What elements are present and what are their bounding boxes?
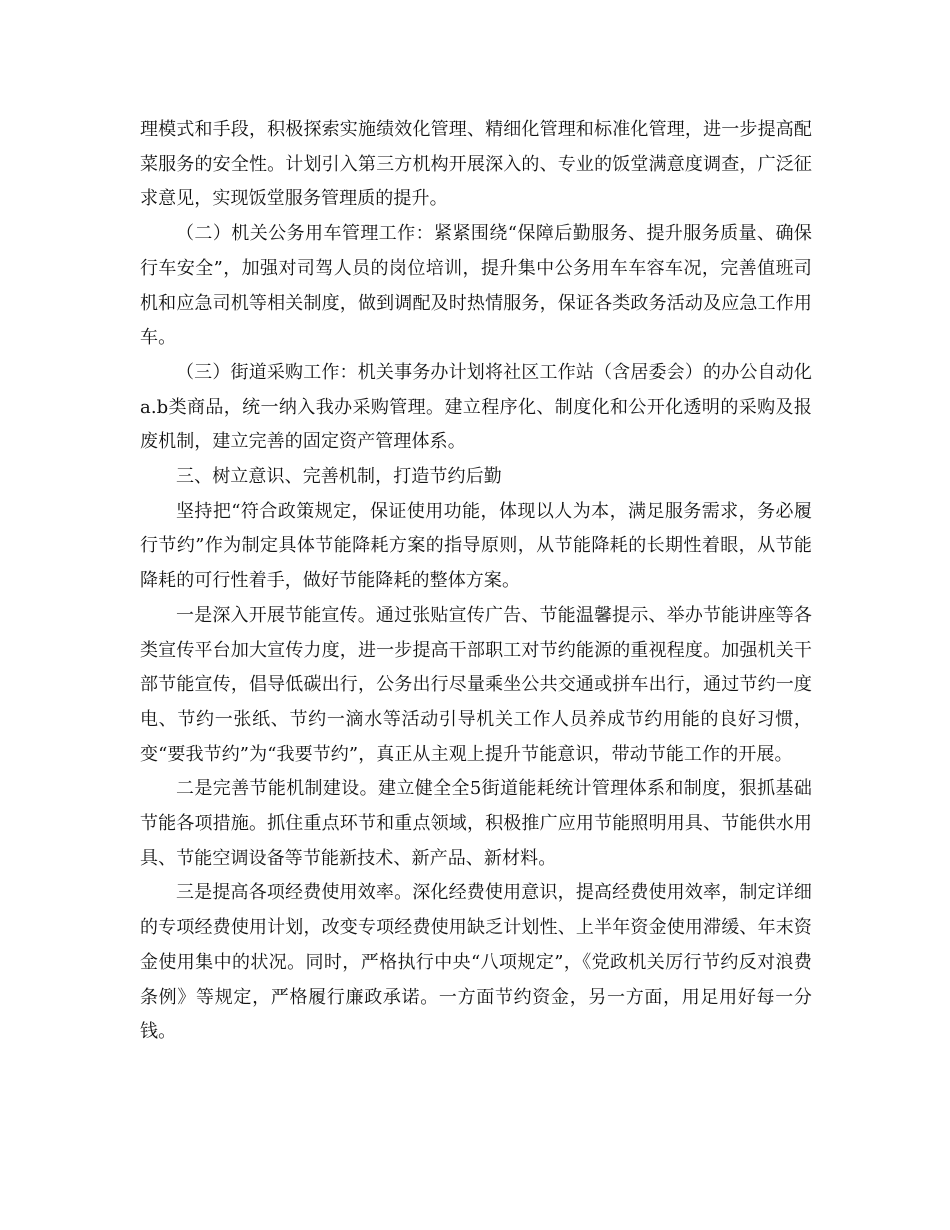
paragraph-1: 理模式和手段，积极探索实施绩效化管理、精细化管理和标准化管理，进一步提高配菜服务的安全性。计划引入第三方机构开展深入的、专业的饭堂满意度调查，广泛征求意见，实现饭堂服务管理质的提升。	[140, 119, 812, 210]
paragraph-7: 二是完善节能机制建设。建立健全全5街道能耗统计管理体系和制度，狠抓基础节能各项措施。抓住重点环节和重点领域，积极推广应用节能照明用具、节能供水用具、节能空调设备等节能新技术、新产品、新材料。	[140, 778, 812, 869]
section-heading-3: 三、树立意识、完善机制，打造节约后勤	[176, 466, 502, 488]
paragraph-3: （三）街道采购工作：机关事务办计划将社区工作站（含居委会）的办公自动化a.b类商品，统一纳入我办采购管理。建立程序化、制度化和公开化透明的采购及报废机制，建立完善的固定资产管理体系。	[140, 361, 812, 453]
paragraph-5: 坚持把“符合政策规定，保证使用功能，体现以人为本，满足服务需求，务必履行节约”作为制定具体节能降耗方案的指导原则，从节能降耗的长期性着眼，从节能降耗的可行性着手，做好节能降耗的整体方案。	[140, 500, 812, 592]
paragraph-8: 三是提高各项经费使用效率。深化经费使用意识，提高经费使用效率，制定详细的专项经费使用计划，改变专项经费使用缺乏计划性、上半年资金使用滞缓、年末资金使用集中的状况。同时，严格执行中央“八项规定”，《党政机关厉行节约反对浪费条例》等规定，严格履行廉政承诺。一方面节约资金，另一方面，用足用好每一分钱。	[140, 882, 812, 1043]
document-body	[140, 113, 812, 1050]
paragraph-6: 一是深入开展节能宣传。通过张贴宣传广告、节能温馨提示、举办节能讲座等各类宣传平台加大宣传力度，进一步提高干部职工对节约能源的重视程度。加强机关干部节能宣传，倡导低碳出行，公务出行尽量乘坐公共交通或拼车出行，通过节约一度电、节约一张纸、节约一滴水等活动引导机关工作人员养成节约用能的良好习惯，变“要我节约”为“我要节约”，真正从主观上提升节能意识，带动节能工作的开展。	[140, 604, 812, 765]
paragraph-2: （二）机关公务用车管理工作：紧紧围绕“保障后勤服务、提升服务质量、确保行车安全”，加强对司驾人员的岗位培训，提升集中公务用车车容车况，完善值班司机和应急司机等相关制度，做到调配及时热情服务，保证各类政务活动及应急工作用车。	[140, 223, 812, 349]
